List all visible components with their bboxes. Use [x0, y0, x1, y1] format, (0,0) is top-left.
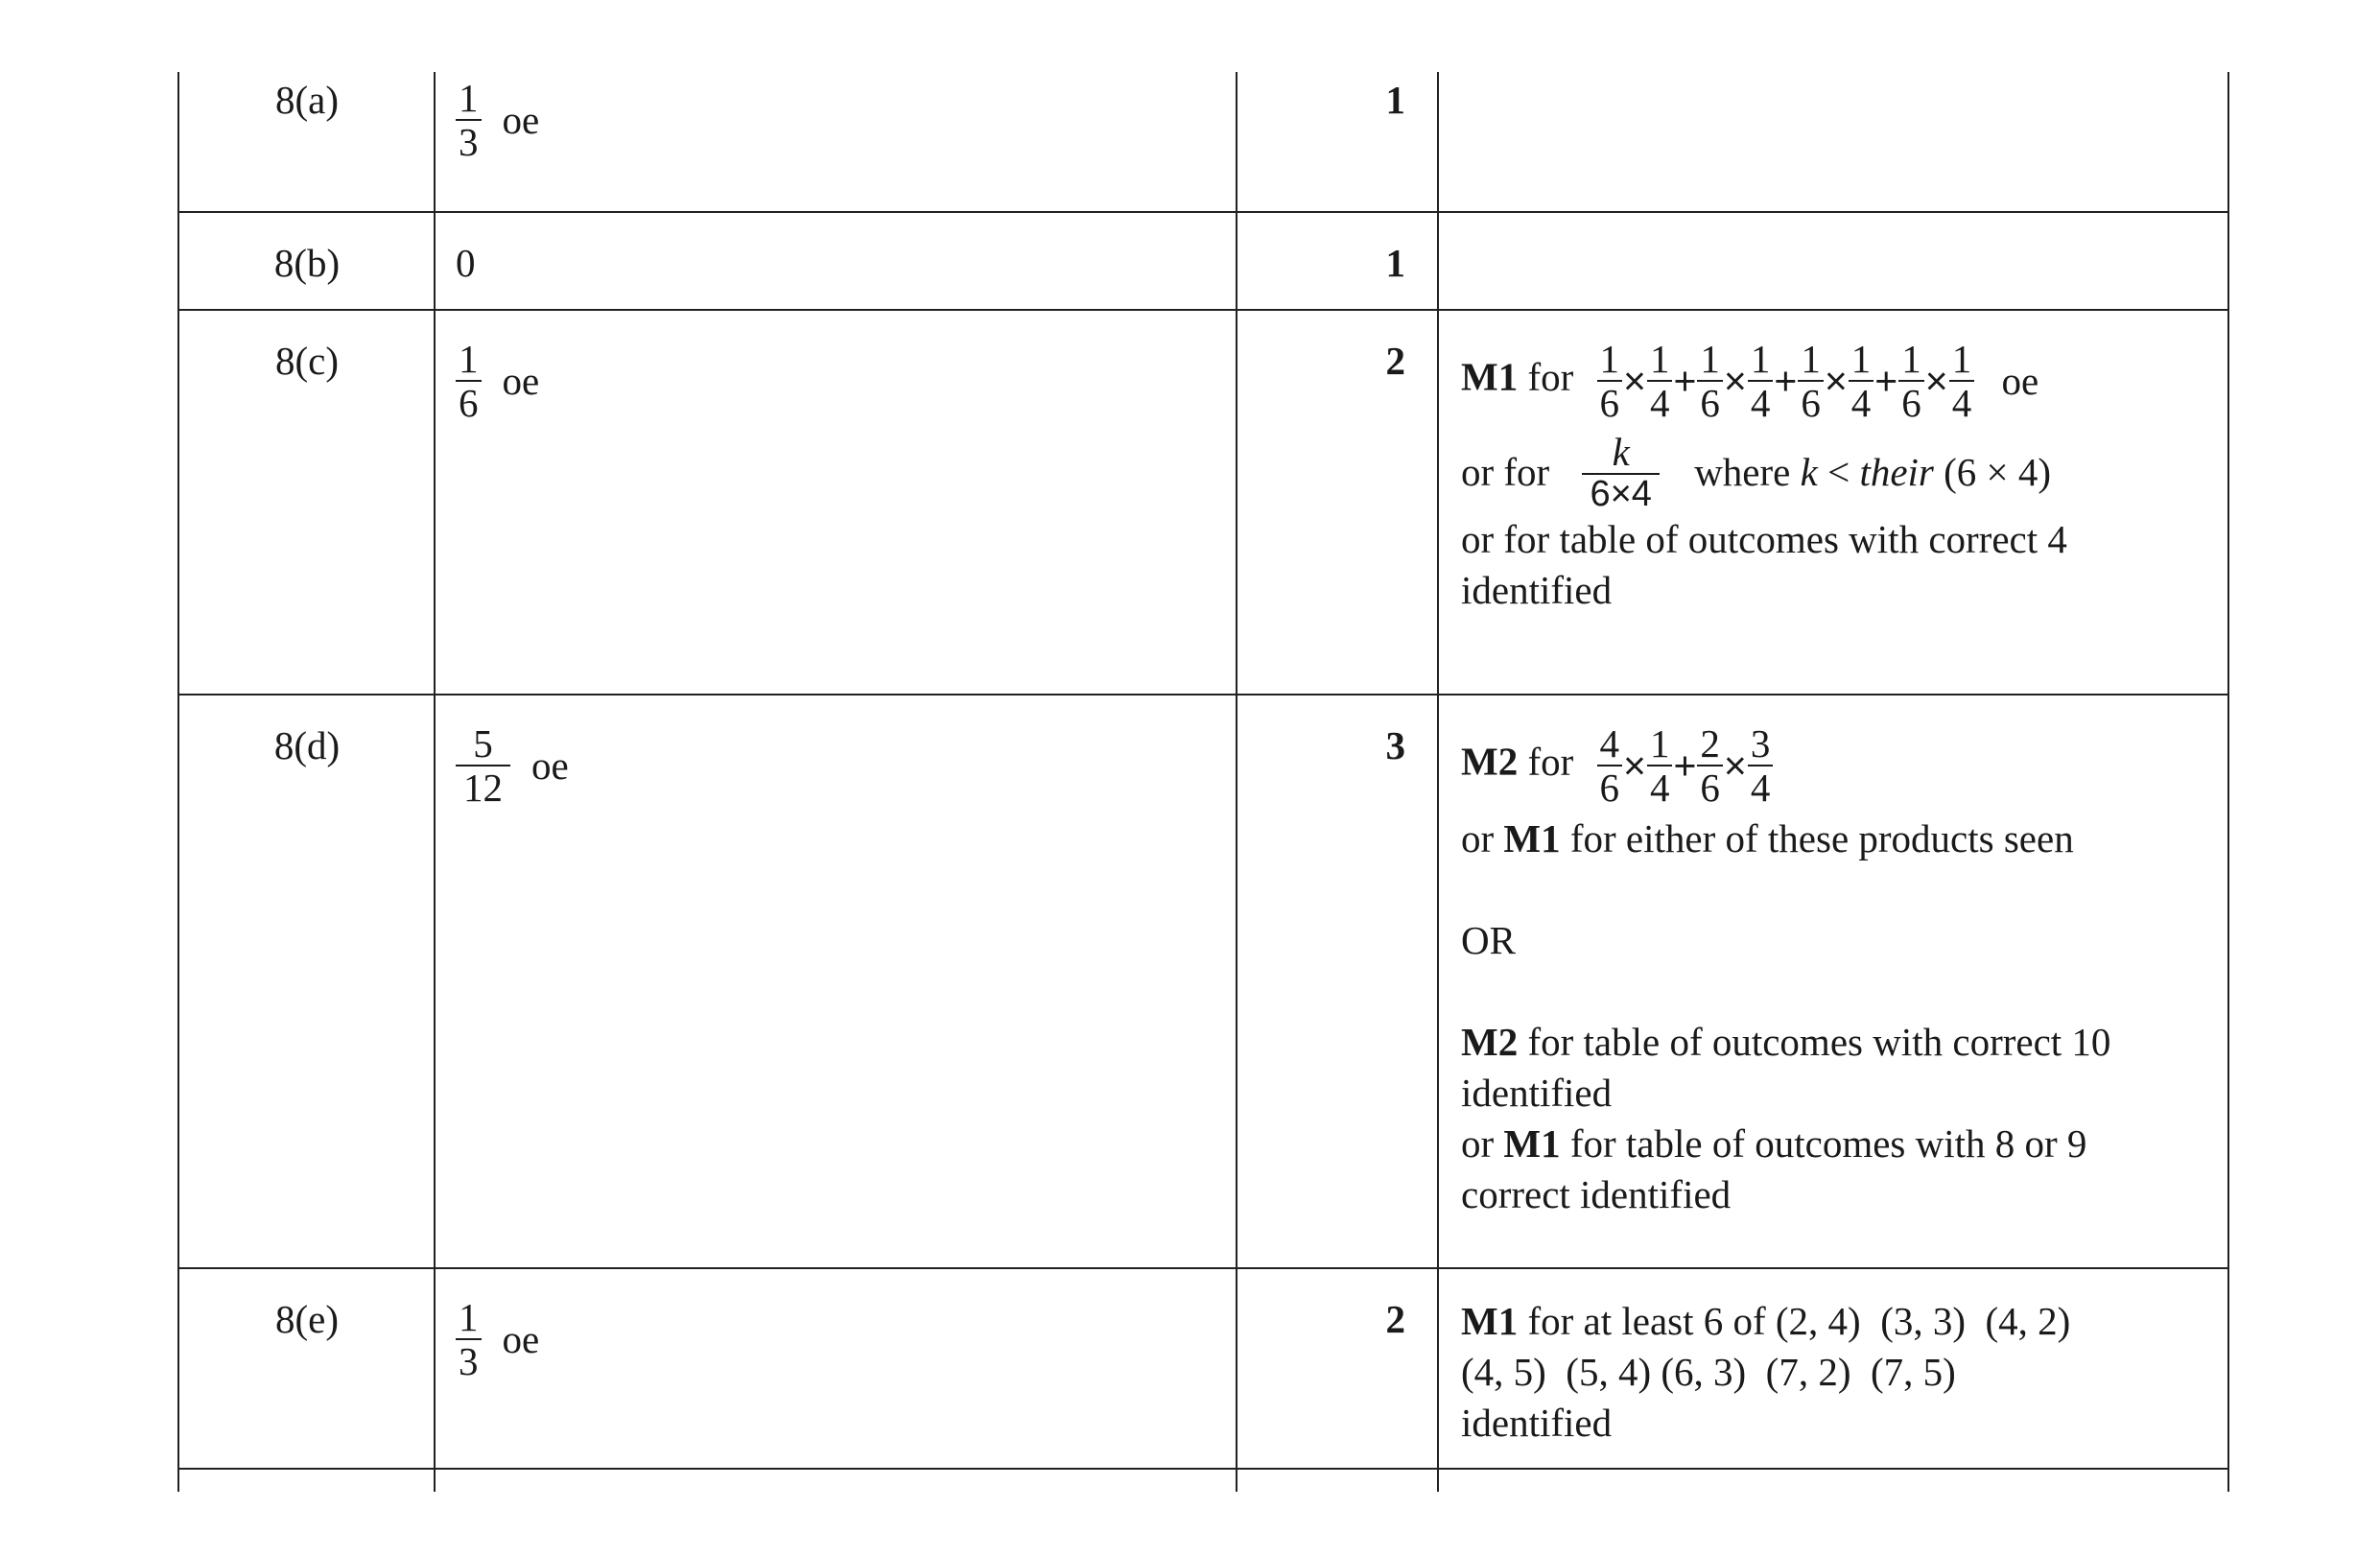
denominator: 3	[456, 119, 482, 163]
fraction: $\frac{1}{4}$	[1647, 722, 1673, 810]
fraction: $\frac{4}{6}$	[1597, 722, 1623, 810]
guidance-cell	[1461, 338, 2228, 616]
answer-fraction	[456, 77, 482, 164]
fraction: $\frac{1}{6}$	[1697, 338, 1723, 425]
numerator: 1	[459, 337, 479, 381]
marks-value: 2	[1385, 1297, 1405, 1341]
guidance-m1-pairs: M1 for at least 6 of (2, 4) (3, 3) (4, 2)	[1461, 1299, 2071, 1343]
row-divider	[177, 1468, 2229, 1470]
k-fraction	[1582, 431, 1659, 514]
oe-label: oe	[502, 359, 540, 404]
table-border-left	[177, 72, 179, 1492]
answer-fraction	[456, 338, 482, 425]
times-sign: ×	[1924, 358, 1948, 403]
answer-fraction	[456, 722, 510, 810]
question-number: 8(d)	[273, 723, 341, 767]
fraction: $\frac{1}{6}$	[1898, 338, 1924, 425]
marks-value: 2	[1385, 339, 1405, 383]
guidance-m1-line	[1461, 338, 2228, 425]
plus-sign: +	[1673, 358, 1697, 403]
times-sign: ×	[1723, 743, 1747, 788]
answer-cell: 0	[456, 241, 476, 285]
times-sign: ×	[1623, 743, 1646, 788]
for-text: for	[1527, 739, 1574, 784]
guidance-m2-line	[1461, 722, 2228, 810]
denominator: 6	[456, 380, 482, 424]
guidance-m1-either: or M1 for either of these products seen	[1461, 815, 2074, 861]
guidance-correct-identified: correct identified	[1461, 1171, 1732, 1216]
marks-value: 1	[1385, 78, 1405, 122]
fraction: $\frac{1}{6}$	[1597, 338, 1623, 425]
times-sign: ×	[1623, 358, 1646, 403]
plus-sign: +	[1774, 358, 1798, 403]
guidance-table-line: or for table of outcomes with correct 4	[1461, 516, 2067, 561]
answer-fraction	[456, 1296, 482, 1383]
m1-label: M1	[1461, 354, 1519, 399]
oe-label: oe	[502, 98, 540, 143]
fraction: $\frac{2}{6}$	[1697, 722, 1723, 810]
m2-label: M2	[1461, 739, 1519, 784]
answer-cell	[456, 722, 569, 810]
column-divider-3	[1437, 72, 1439, 1492]
k-numerator: k	[1612, 429, 1630, 474]
or-for-text: or for	[1461, 449, 1550, 494]
guidance-m2-table: M2 for table of outcomes with correct 10	[1461, 1019, 2111, 1064]
k-denominator: 6×4	[1582, 473, 1659, 514]
fraction: $\frac{1}{4}$	[1647, 338, 1673, 425]
denominator: 12	[456, 765, 510, 809]
fraction: $\frac{1}{4}$	[1748, 338, 1774, 425]
fraction: $\frac{1}{6}$	[1798, 338, 1824, 425]
plus-sign: +	[1874, 358, 1898, 403]
for-text: for	[1527, 354, 1574, 399]
guidance-m1-table: or M1 for table of outcomes with 8 or 9	[1461, 1120, 2087, 1166]
answer-cell	[456, 77, 539, 164]
oe-label: oe	[502, 1317, 540, 1362]
guidance-or: OR	[1461, 917, 1516, 962]
guidance-pairs-line2: (4, 5) (5, 4) (6, 3) (7, 2) (7, 5)	[1461, 1350, 1956, 1394]
marks-value: 3	[1385, 723, 1405, 767]
guidance-identified: identified	[1461, 567, 1613, 612]
times-sign: ×	[1824, 358, 1848, 403]
plus-sign: +	[1673, 743, 1697, 788]
oe-label: oe	[2001, 358, 2039, 403]
fraction: $\frac{1}{4}$	[1949, 338, 1975, 425]
row-divider	[177, 211, 2229, 213]
fraction: $\frac{1}{4}$	[1849, 338, 1874, 425]
column-divider-1	[434, 72, 436, 1492]
guidance-spacer	[1461, 864, 2228, 915]
answer-cell	[456, 338, 539, 425]
answer-cell	[456, 1296, 539, 1383]
guidance-cell	[1461, 1296, 2228, 1449]
numerator: 1	[459, 1295, 479, 1339]
guidance-spacer	[1461, 966, 2228, 1017]
guidance-identified: identified	[1461, 1070, 1613, 1115]
times-sign: ×	[1723, 358, 1747, 403]
guidance-identified: identified	[1461, 1401, 1613, 1445]
numerator: 1	[459, 76, 479, 120]
denominator: 3	[456, 1338, 482, 1382]
where-clause: where k < their (6 × 4)	[1694, 449, 2052, 494]
question-number: 8(a)	[274, 78, 339, 122]
oe-label: oe	[531, 743, 569, 789]
guidance-k-line	[1461, 431, 2228, 514]
marks-value: 1	[1385, 241, 1405, 285]
column-divider-2	[1236, 72, 1237, 1492]
question-number: 8(c)	[274, 339, 339, 383]
guidance-cell	[1461, 722, 2228, 1220]
question-number: 8(b)	[273, 241, 341, 285]
numerator: 5	[473, 721, 493, 766]
row-divider	[177, 1267, 2229, 1269]
fraction: $\frac{3}{4}$	[1748, 722, 1774, 810]
row-divider	[177, 309, 2229, 311]
row-divider	[177, 694, 2229, 695]
question-number: 8(e)	[274, 1297, 339, 1341]
mark-scheme-table	[177, 72, 2216, 1492]
